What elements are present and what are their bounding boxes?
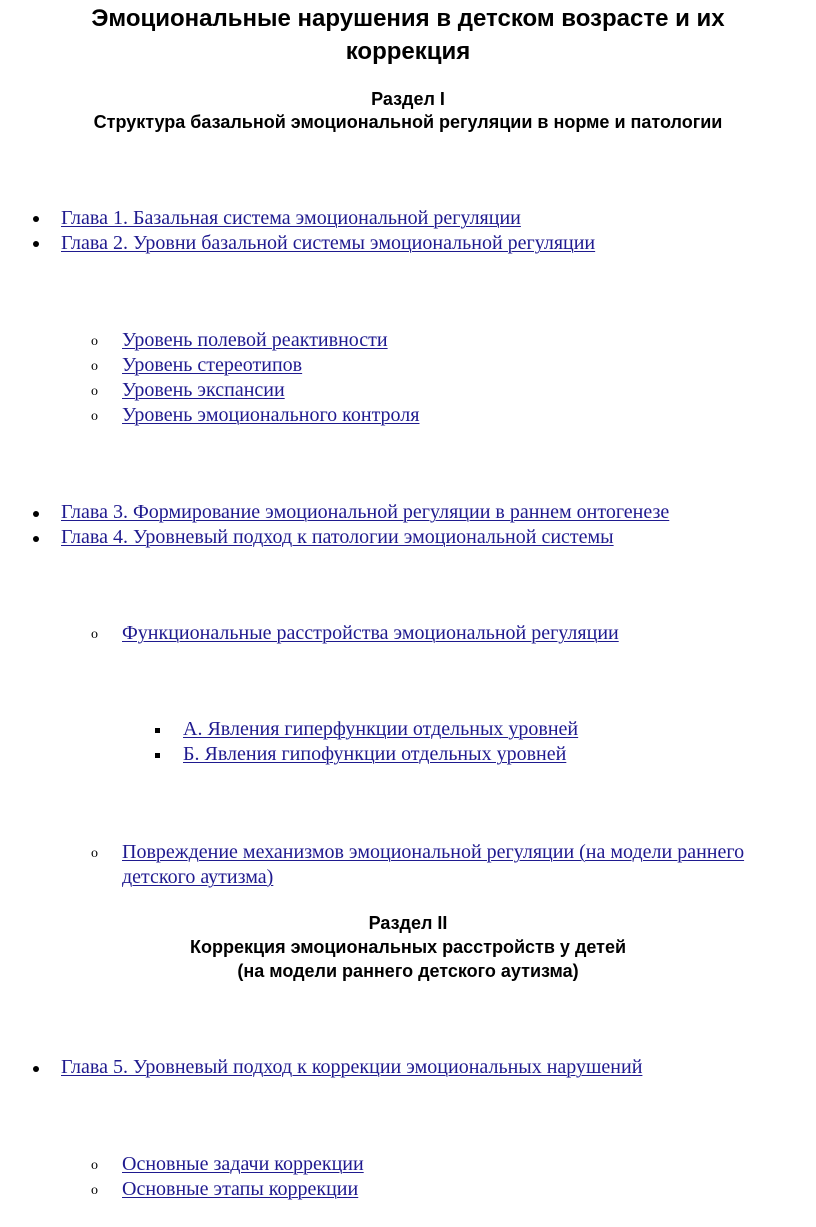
level-emotional-control-link[interactable]: Уровень эмоционального контроля bbox=[122, 404, 420, 426]
section-2-label: Раздел II bbox=[368, 913, 448, 933]
correction-tasks-link[interactable]: Основные задачи коррекции bbox=[122, 1153, 364, 1175]
bullet-circle-icon: o bbox=[91, 846, 98, 861]
bullet-circle-icon: o bbox=[91, 334, 98, 349]
toc-subitem bbox=[122, 1152, 364, 1177]
level-field-reactivity-link[interactable]: Уровень полевой реактивности bbox=[122, 329, 388, 351]
section-2-subtitle-line-2: (на модели раннего детского аутизма) bbox=[237, 961, 579, 981]
bullet-dot-icon bbox=[33, 536, 39, 542]
toc-item-chapter-2 bbox=[61, 231, 595, 256]
level-expansion-link[interactable]: Уровень экспансии bbox=[122, 379, 285, 401]
chapter-5-link[interactable]: Глава 5. Уровневый подход к коррекции эмоциональных нарушений bbox=[61, 1056, 643, 1078]
bullet-circle-icon: o bbox=[91, 384, 98, 399]
toc-subitem bbox=[122, 378, 285, 403]
chapter-1-link[interactable]: Глава 1. Базальная система эмоциональной регуляции bbox=[61, 207, 521, 229]
toc-subsubitem bbox=[183, 717, 578, 742]
toc-subitem bbox=[122, 621, 619, 646]
section-1-label: Раздел I bbox=[371, 89, 445, 109]
toc-subitem bbox=[122, 1177, 358, 1202]
toc-item-chapter-3 bbox=[61, 500, 669, 525]
toc-subitem bbox=[122, 328, 388, 353]
hyperfunction-link[interactable]: А. Явления гиперфункции отдельных уровней bbox=[183, 718, 579, 740]
chapter-2-link[interactable]: Глава 2. Уровни базальной системы эмоциональной регуляции bbox=[61, 232, 596, 254]
chapter-4-link[interactable]: Глава 4. Уровневый подход к патологии эмоциональной системы bbox=[61, 526, 614, 548]
level-stereotypes-link[interactable]: Уровень стереотипов bbox=[122, 354, 303, 376]
toc-subitem bbox=[122, 840, 816, 890]
bullet-square-icon bbox=[155, 753, 160, 758]
page-title: Эмоциональные нарушения в детском возрасте и их коррекция bbox=[91, 5, 725, 65]
toc-subitem bbox=[122, 353, 302, 378]
toc-subsubitem bbox=[183, 742, 566, 767]
mechanism-damage-link[interactable]: Повреждение механизмов эмоциональной регуляции (на модели раннего детского аутизма) bbox=[122, 841, 745, 888]
correction-stages-link[interactable]: Основные этапы коррекции bbox=[122, 1178, 359, 1200]
toc-item-chapter-5 bbox=[61, 1055, 642, 1080]
chapter-3-link[interactable]: Глава 3. Формирование эмоциональной регуляции в раннем онтогенезе bbox=[61, 501, 670, 523]
bullet-dot-icon bbox=[33, 511, 39, 517]
toc-subitem bbox=[122, 403, 419, 428]
bullet-dot-icon bbox=[33, 241, 39, 247]
toc-item-chapter-4 bbox=[61, 525, 614, 550]
bullet-circle-icon: o bbox=[91, 1158, 98, 1173]
bullet-circle-icon: o bbox=[91, 627, 98, 642]
section-1-subtitle: Структура базальной эмоциональной регуляции в норме и патологии bbox=[93, 112, 723, 132]
toc-item-chapter-1 bbox=[61, 206, 521, 231]
section-2-subtitle-line-1: Коррекция эмоциональных расстройств у детей bbox=[189, 937, 627, 957]
bullet-circle-icon: o bbox=[91, 359, 98, 374]
bullet-dot-icon bbox=[33, 1066, 39, 1072]
bullet-dot-icon bbox=[33, 216, 39, 222]
bullet-circle-icon: o bbox=[91, 1183, 98, 1198]
hypofunction-link[interactable]: Б. Явления гипофункции отдельных уровней bbox=[183, 743, 567, 765]
functional-disorders-link[interactable]: Функциональные расстройства эмоциональной регуляции bbox=[122, 622, 619, 644]
bullet-circle-icon: o bbox=[91, 409, 98, 424]
bullet-square-icon bbox=[155, 728, 160, 733]
